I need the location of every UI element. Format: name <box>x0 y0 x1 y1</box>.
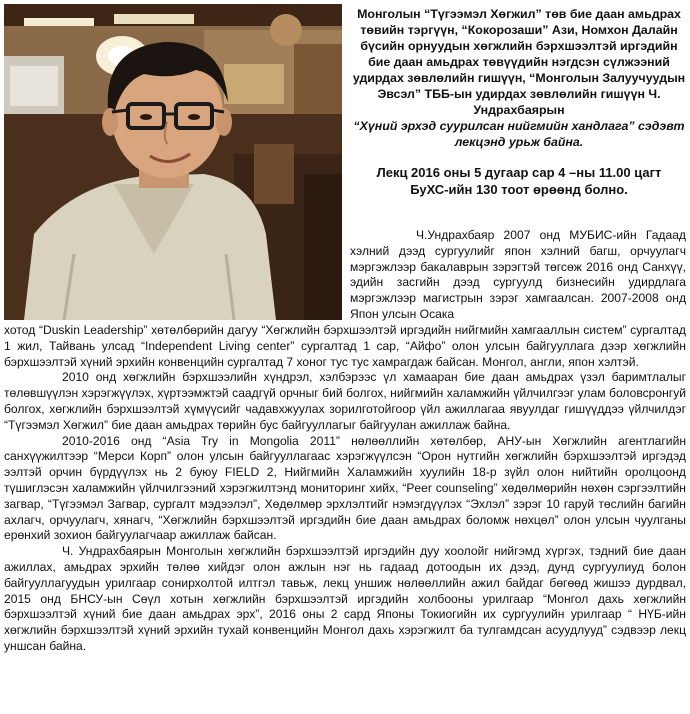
speaker-intro: Монголын “Түгээмэл Хөгжил” төв бие даан амьдрах төвийн тэргүүн, “Кокорозаши” Ази, Номхон Далайн бүсийн орнуудын хөгжлийн бэрхшээлтэй иргэдийн бие даан амьдрах төвүүдийн нэгдсэн сүлжээний удирдах зөвлөлийн гишүүн, “Монголын Залуучуудын Эвсэл” ТББ-ын удирдах зөвлөлийн гишүүн Ч. Ундрахбаярын <box>352 7 686 117</box>
bio-body <box>4 323 686 655</box>
bio-paragraph: 2010 онд хөгжлийн бэрхшээлийн хүндрэл, хэлбэрээс үл хамааран бие даан амьдрах үзэл баримтлалыг төлөвшүүлэн хэрэгжүүлэх, хүртээмжтэй саадгүй орчныг бий болгох, нийгмийн халамжийн үйлчилгээг улам боловсронгуй болгох, хөгжлийн бэрхшээлтэй хүмүүсийг чадавхжуулах зорилготойгоор үйл ажиллагаа явуулдаг гишүүддээ үйлчилдэг “Түгээмэл Хөгжил” бие даан амьдрах төрийн бус байгууллагыг байгуулан ажиллаж байна. <box>4 370 686 432</box>
lecture-room: БуХС-ийн 130 тоот өрөөнд болно. <box>410 182 628 197</box>
bio-paragraph: хотод “Duskin Leadership” хөтөлбөрийн дагуу “Хөгжлийн бэрхшээлтэй иргэдийн нийгмийн хамгааллын систем” сургалтад 1 жил, Тайвань улсад “Independent Living center” сургалтад 1 сар, “Айфо” олон улсын байгууллага дээр хөгжлийн бэрхшээлтэй хүний эрхийн конвенцийн сургалтад 7 хоног тус тус хамрагдаж байсан. Монгол, англи, япон хэлтэй. <box>4 323 686 369</box>
announcement-header <box>352 6 686 198</box>
bio-paragraph: Ч. Ундрахбаярын Монголын хөгжлийн бэрхшээлтэй иргэдийн дуу хоолойг нийгэмд хүргэх, тэдний бие даан ажиллах, амьдрах эрхийн төлөө хийдэг олон ажлын нэг нь гадаад дотоодын их дээд, дунд сургуулиуд болон байгууллагуудын урилгаар сонирхолтой илтгэл тавьж, лекц уншиж нөлөөллийн ажил байдаг бөгөөд жишээ дурдвал, 2015 онд БНСУ-ын Сөүл хотын хөгжлийн бэрхшээлтэй иргэдийн холбооны урилгаар “Монгол дахь хөгжлийн бэрхшээлтэй хүний бие даан амьдрах эрх”, 2016 оны 2 сард Японы Токиогийн их сургуулийн урилгаар “ НҮБ-ийн хөгжлийн бэрхшээлтэй хүний эрхийн тухай конвенцийн Монгол дахь хэрэгжилт ба тулгамдсан асуудлууд” сэдвээр лекц уншсан байна. <box>4 544 686 653</box>
bio-intro <box>350 228 686 323</box>
lecture-topic: “Хүний эрхэд суурилсан нийгмийн хандлага” сэдэвт лекцэнд урьж байна. <box>353 119 685 149</box>
bio-paragraph: 2010-2016 онд “Asia Try in Mongolia 2011” нөлөөллийн хөтөлбөр, АНУ-ын Хөгжлийн агентлагийн санхүүжилтээр “Мерси Корп” олон улсын байгууллагаас хэрэгжүүлсэн “Орон нутгийн хөгжлийн бэрхшээлтэй иргэдэд ээлтэй орчин бүрдүүлэх нь 2 буюу FIELD 2, Нийгмийн Халамжийн хуулийн 18-р зүйл олон нийтийн оролцоонд түшиглэсэн халамжийн үйлчилгээний хэрэгжилтэнд мониторинг хийх, “Peer counseling” хөдөлмөрийн нөхөн сэргээлтийн загвар, “Түгээмэл Загвар, сургалт мэдээлэл”, Хөдөлмөр эрхлэлтийг нэмэгдүүлэх “Эхлэл” зэрэг 10 гаруй төслийн багийн ахлагч, орчуулагч, хянагч, “Хөгжлийн бэрхшээлтэй иргэдийн бие даан амьдрах боломж нөхцөл” олон улсын чуулганы ерөнхий зохион байгуулагчаар ажиллаж байсан. <box>4 433 686 543</box>
bio-intro-text: Ч.Ундрахбаяр 2007 онд МУБИС-ийн Гадаад хэлний дээд сургуулийг япон хэлний багш, орчуулагч мэргэжлээр бакалаврын зэрэгтэй төгсөж 2016 онд Санхүү, эдийн засгийн дээд сургуулд бизнесийн удирдлага мэргэжлээр магистрын зэрэг хамгаалсан. 2007-2008 онд Япон улсын Осака <box>350 228 686 321</box>
lecture-time: Лекц 2016 оны 5 дугаар сар 4 –ны 11.00 цагт <box>376 165 662 180</box>
speaker-photo <box>4 4 342 320</box>
